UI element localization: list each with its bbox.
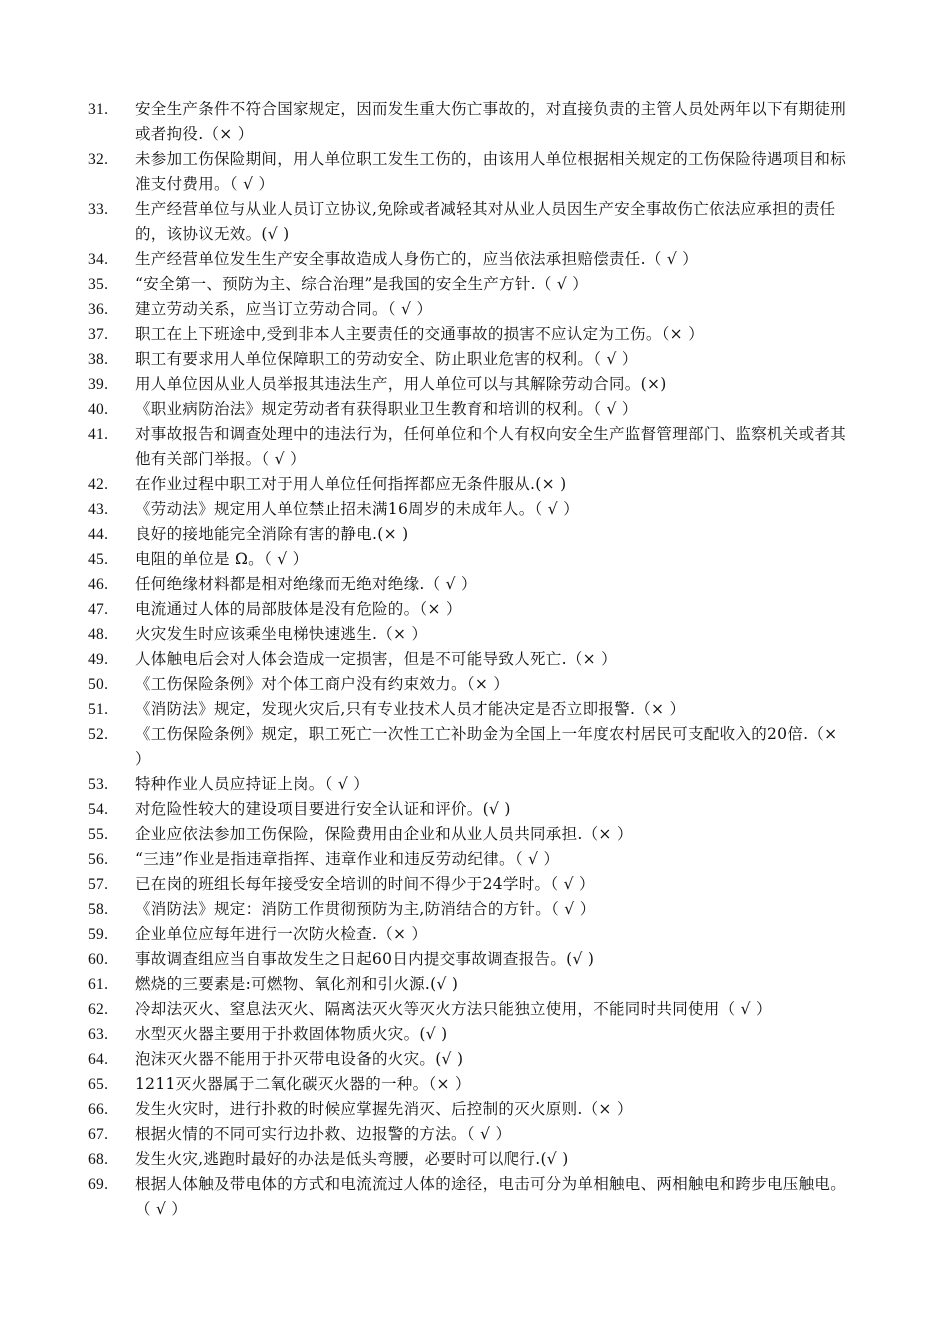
item-number: 65.	[88, 1076, 109, 1093]
item-number: 50.	[88, 676, 109, 693]
item-text: 对事故报告和调查处理中的违法行为，任何单位和个人有权向安全生产监督管理部门、监察机关或者其他有关部门举报。（ √ ）	[135, 425, 847, 468]
item-text: 企业单位应每年进行一次防火检查.（× ）	[135, 925, 428, 943]
item-text: 电流通过人体的局部肢体是没有危险的。（× ）	[135, 600, 462, 618]
list-item	[88, 722, 848, 772]
list-item	[88, 1072, 848, 1097]
list-item	[88, 472, 848, 497]
item-number: 34.	[88, 251, 109, 268]
item-number: 63.	[88, 1026, 109, 1043]
list-item	[88, 522, 848, 547]
item-number: 36.	[88, 301, 109, 318]
item-text: 发生火灾,逃跑时最好的办法是低头弯腰，必要时可以爬行.(√ )	[135, 1150, 569, 1168]
list-item	[88, 547, 848, 572]
list-item	[88, 1122, 848, 1147]
item-text: 电阻的单位是 Ω。（ √ ）	[135, 550, 309, 568]
item-text: 《劳动法》规定用人单位禁止招未满16周岁的未成年人。（ √ ）	[135, 500, 580, 518]
item-number: 62.	[88, 1001, 109, 1018]
item-number: 61.	[88, 976, 109, 993]
item-text: 人体触电后会对人体会造成一定损害，但是不可能导致人死亡.（× ）	[135, 650, 617, 668]
item-text: 《消防法》规定，发现火灾后,只有专业技术人员才能决定是否立即报警.（× ）	[135, 700, 686, 718]
list-item	[88, 1047, 848, 1072]
list-item	[88, 372, 848, 397]
item-text: 职工有要求用人单位保障职工的劳动安全、防止职业危害的权利。（ √ ）	[135, 350, 638, 368]
list-item	[88, 997, 848, 1022]
list-item	[88, 772, 848, 797]
item-text: 在作业过程中职工对于用人单位任何指挥都应无条件服从.(× )	[135, 475, 567, 493]
item-text: 根据人体触及带电体的方式和电流流过人体的途径，电击可分为单相触电、两相触电和跨步电压触电。（ √ ）	[135, 1175, 847, 1218]
list-item	[88, 397, 848, 422]
list-item	[88, 647, 848, 672]
item-number: 33.	[88, 201, 109, 218]
item-number: 37.	[88, 326, 109, 343]
item-number: 35.	[88, 276, 109, 293]
item-number: 32.	[88, 151, 109, 168]
item-number: 60.	[88, 951, 109, 968]
list-item	[88, 572, 848, 597]
list-item	[88, 147, 848, 197]
item-number: 49.	[88, 651, 109, 668]
item-text: 良好的接地能完全消除有害的静电.(× )	[135, 525, 409, 543]
item-text: 根据火情的不同可实行边扑救、边报警的方法。（ √ ）	[135, 1125, 512, 1143]
item-number: 44.	[88, 526, 109, 543]
item-text: 泡沫灭火器不能用于扑灭带电设备的火灾。(√ )	[135, 1050, 464, 1068]
list-item	[88, 622, 848, 647]
item-number: 48.	[88, 626, 109, 643]
item-number: 57.	[88, 876, 109, 893]
list-item	[88, 947, 848, 972]
item-text: 发生火灾时，进行扑救的时候应掌握先消灭、后控制的灭火原则.（× ）	[135, 1100, 633, 1118]
list-item	[88, 197, 848, 247]
list-item	[88, 1022, 848, 1047]
item-number: 58.	[88, 901, 109, 918]
item-number: 67.	[88, 1126, 109, 1143]
list-item	[88, 872, 848, 897]
item-number: 46.	[88, 576, 109, 593]
item-number: 55.	[88, 826, 109, 843]
item-number: 53.	[88, 776, 109, 793]
item-number: 68.	[88, 1151, 109, 1168]
item-number: 38.	[88, 351, 109, 368]
item-number: 47.	[88, 601, 109, 618]
item-number: 43.	[88, 501, 109, 518]
item-text: 未参加工伤保险期间，用人单位职工发生工伤的，由该用人单位根据相关规定的工伤保险待遇项目和标准支付费用。（ √ ）	[135, 150, 847, 193]
item-number: 41.	[88, 426, 109, 443]
item-text: 职工在上下班途中,受到非本人主要责任的交通事故的损害不应认定为工伤。（× ）	[135, 325, 704, 343]
item-text: 生产经营单位发生生产安全事故造成人身伤亡的，应当依法承担赔偿责任.（ √ ）	[135, 250, 699, 268]
list-item	[88, 497, 848, 522]
question-list	[88, 97, 848, 1222]
list-item	[88, 1097, 848, 1122]
item-text: 《工伤保险条例》规定，职工死亡一次性工亡补助金为全国上一年度农村居民可支配收入的20倍.（× ）	[135, 725, 838, 768]
item-text: 《消防法》规定：消防工作贯彻预防为主,防消结合的方针。（ √ ）	[135, 900, 596, 918]
item-number: 42.	[88, 476, 109, 493]
item-text: 《工伤保险条例》对个体工商户没有约束效力。（× ）	[135, 675, 510, 693]
item-number: 64.	[88, 1051, 109, 1068]
item-text: 已在岗的班组长每年接受安全培训的时间不得少于24学时。（ √ ）	[135, 875, 595, 893]
list-item	[88, 272, 848, 297]
item-number: 69.	[88, 1176, 109, 1193]
list-item	[88, 247, 848, 272]
list-item	[88, 897, 848, 922]
list-item	[88, 972, 848, 997]
list-item	[88, 797, 848, 822]
list-item	[88, 322, 848, 347]
item-number: 39.	[88, 376, 109, 393]
item-number: 31.	[88, 101, 109, 118]
list-item	[88, 922, 848, 947]
item-text: 特种作业人员应持证上岗。（ √ ）	[135, 775, 370, 793]
item-text: 《职业病防治法》规定劳动者有获得职业卫生教育和培训的权利。（ √ ）	[135, 400, 638, 418]
list-item	[88, 697, 848, 722]
item-number: 56.	[88, 851, 109, 868]
item-text: 生产经营单位与从业人员订立协议,免除或者减轻其对从业人员因生产安全事故伤亡依法应承担的责任的，该协议无效。(√ )	[135, 200, 836, 243]
item-number: 40.	[88, 401, 109, 418]
item-text: “安全第一、预防为主、综合治理”是我国的安全生产方针.（ √ ）	[135, 275, 589, 293]
item-text: 火灾发生时应该乘坐电梯快速逃生.（× ）	[135, 625, 428, 643]
list-item	[88, 597, 848, 622]
item-text: 任何绝缘材料都是相对绝缘而无绝对绝缘.（ √ ）	[135, 575, 477, 593]
item-number: 52.	[88, 726, 109, 743]
list-item	[88, 847, 848, 872]
item-text: 安全生产条件不符合国家规定，因而发生重大伤亡事故的，对直接负责的主管人员处两年以下有期徒刑或者拘役.（× ）	[135, 100, 847, 143]
item-number: 45.	[88, 551, 109, 568]
item-text: 建立劳动关系，应当订立劳动合同。（ √ ）	[135, 300, 433, 318]
list-item	[88, 672, 848, 697]
item-text: 1211灭火器属于二氧化碳灭火器的一种。（× ）	[135, 1075, 471, 1093]
list-item	[88, 422, 848, 472]
item-text: 冷却法灭火、窒息法灭火、隔离法灭火等灭火方法只能独立使用，不能同时共同使用（ √ ）	[135, 1000, 772, 1018]
item-text: 事故调查组应当自事故发生之日起60日内提交事故调查报告。(√ )	[135, 950, 595, 968]
item-number: 54.	[88, 801, 109, 818]
item-text: 企业应依法参加工伤保险，保险费用由企业和从业人员共同承担.（× ）	[135, 825, 633, 843]
item-number: 59.	[88, 926, 109, 943]
list-item	[88, 1172, 848, 1222]
list-item	[88, 347, 848, 372]
list-item	[88, 822, 848, 847]
item-number: 66.	[88, 1101, 109, 1118]
item-text: 对危险性较大的建设项目要进行安全认证和评价。(√ )	[135, 800, 511, 818]
list-item	[88, 97, 848, 147]
list-item	[88, 1147, 848, 1172]
item-text: 用人单位因从业人员举报其违法生产，用人单位可以与其解除劳动合同。(×)	[135, 375, 667, 393]
item-text: 水型灭火器主要用于扑救固体物质火灾。(√ )	[135, 1025, 448, 1043]
list-item	[88, 297, 848, 322]
item-number: 51.	[88, 701, 109, 718]
item-text: 燃烧的三要素是:可燃物、氧化剂和引火源.(√ )	[135, 975, 459, 993]
item-text: “三违”作业是指违章指挥、违章作业和违反劳动纪律。（ √ ）	[135, 850, 560, 868]
